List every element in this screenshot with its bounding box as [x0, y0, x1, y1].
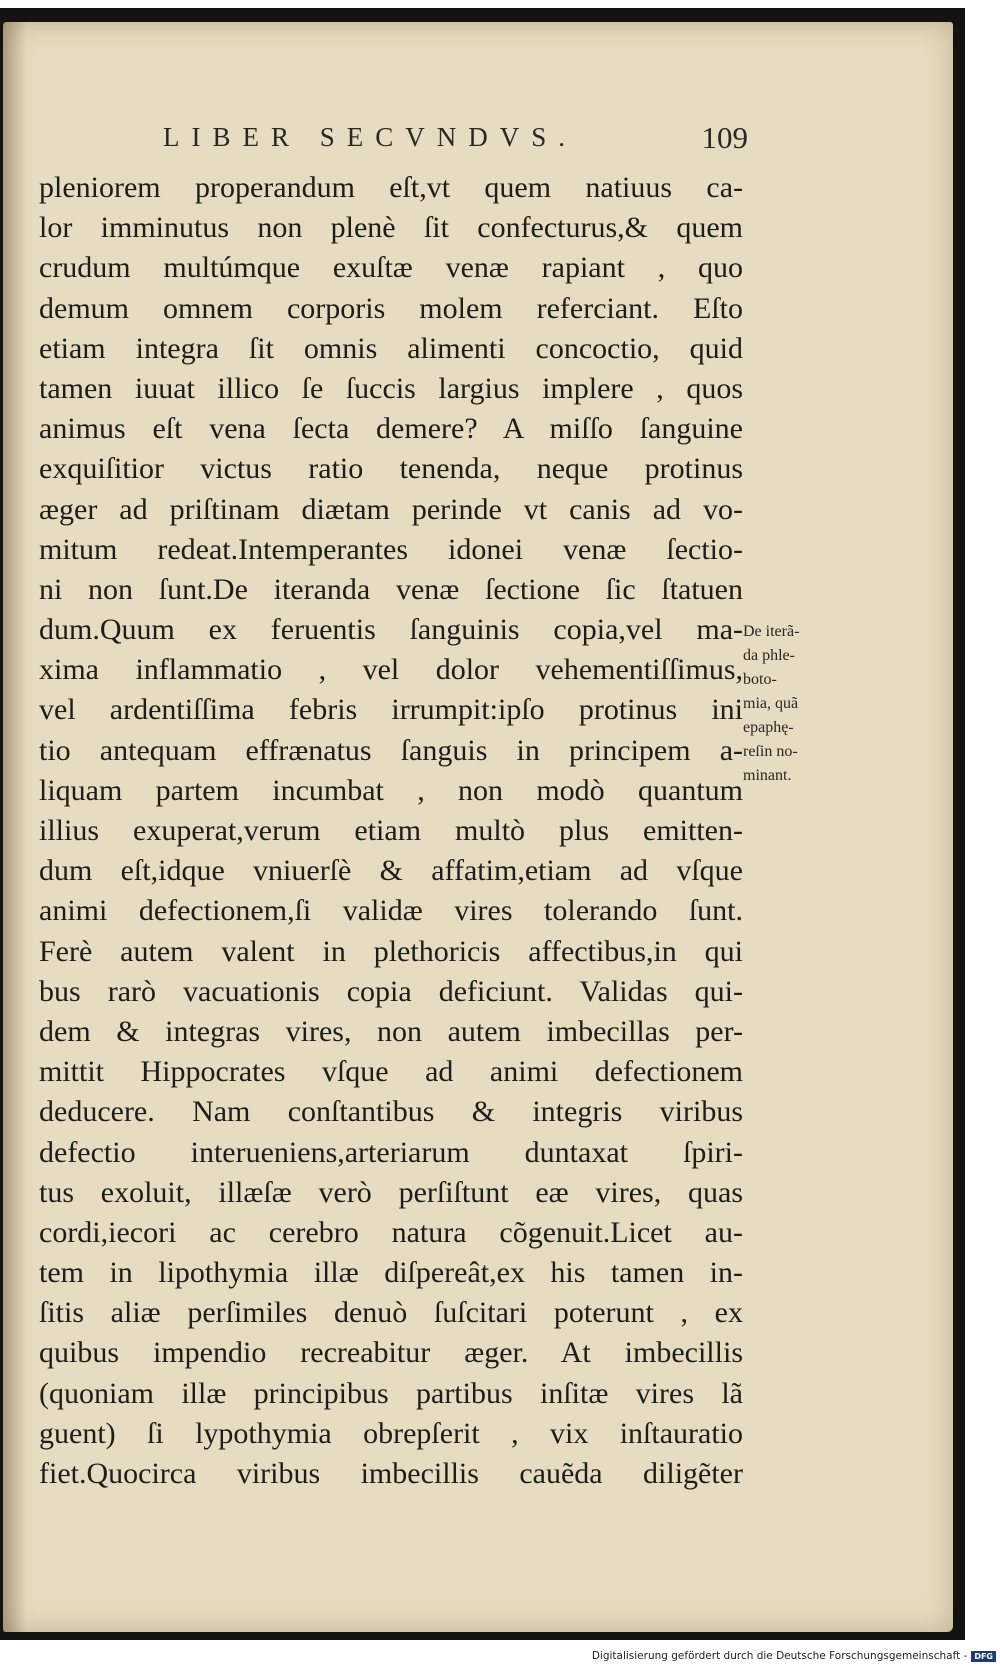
- text-line: exquiſitior victus ratio tenenda, neque protinus: [39, 452, 743, 486]
- text-line: cordi,iecori ac cerebro natura cõgenuit.Licet au-: [39, 1215, 743, 1249]
- dfg-logo: DFG: [971, 1651, 996, 1662]
- running-title: LIBER SECVNDVS.: [163, 122, 578, 152]
- folio-number: 109: [701, 120, 748, 155]
- marginal-note-line: boto-: [743, 671, 777, 688]
- text-line: dum eſt,idque vniuerſè & affatim,etiam ad vſque: [39, 854, 743, 888]
- marginal-note-line: reſin no-: [743, 743, 798, 760]
- marginal-note-line: da phle-: [743, 647, 795, 664]
- marginal-note-line: minant.: [743, 767, 792, 784]
- digitization-credit: [592, 1650, 996, 1662]
- credit-text: Digitalisierung gefördert durch die Deutsche Forschungsgemeinschaft -: [591, 1650, 968, 1662]
- text-line: mitum redeat.Intemperantes idonei venæ ſectio-: [39, 532, 743, 566]
- text-line: etiam integra ſit omnis alimenti concoctio, quid: [39, 331, 743, 365]
- text-line: deducere. Nam conſtantibus & integris viribus: [39, 1095, 743, 1129]
- text-line: tus exoluit, illæſæ verò perſiſtunt eæ vires, quas: [39, 1175, 743, 1209]
- text-line: guent) ſi lypothymia obrepſerit , vix inſtauratio: [39, 1416, 743, 1450]
- text-line: pleniorem properandum eſt,vt quem natiuus ca-: [39, 171, 743, 204]
- text-line: fiet.Quocirca viribus imbecillis cauẽda diligẽter: [39, 1457, 743, 1490]
- text-line: defectio interueniens,arteriarum duntaxat ſpiri-: [39, 1135, 743, 1169]
- marginal-note-line: epaphę-: [743, 719, 794, 736]
- book-page: [3, 22, 953, 1632]
- text-line: Ferè autem valent in plethoricis affectibus,in qui: [39, 934, 743, 968]
- text-line: ni non ſunt.De iteranda venæ ſectione ſic ſtatuen: [39, 572, 743, 606]
- text-line: ſitis aliæ perſimiles denuò ſuſcitari poterunt , ex: [39, 1296, 743, 1330]
- text-line: illius exuperat,verum etiam multò plus emitten-: [39, 814, 743, 847]
- text-line: demum omnem corporis molem referciant. Eſto: [39, 291, 743, 325]
- text-line: (quoniam illæ principibus partibus inſitæ vires lã: [39, 1376, 743, 1410]
- marginal-note: [743, 620, 839, 788]
- text-line: animus eſt vena ſecta demere? A miſſo ſanguine: [39, 412, 743, 446]
- text-line: dem & integras vires, non autem imbecillas per-: [39, 1014, 743, 1048]
- text-line: crudum multúmque exuſtæ venæ rapiant , quo: [39, 251, 743, 285]
- text-line: tio antequam effrænatus ſanguis in principem a-: [39, 733, 743, 767]
- body-text: [39, 168, 743, 1494]
- text-line: tamen iuuat illico ſe ſuccis largius implere , quos: [39, 371, 743, 405]
- text-line: animi defectionem,ſi validæ vires tolerando ſunt.: [39, 894, 743, 928]
- text-line: tem in lipothymia illæ diſpereât,ex his tamen in-: [39, 1256, 743, 1290]
- marginal-note-line: mia, quã: [743, 695, 799, 712]
- text-line: lor imminutus non plenè ſit confecturus,& quem: [39, 211, 743, 245]
- text-line: mittit Hippocrates vſque ad animi defectionem: [39, 1055, 743, 1089]
- text-line: bus rarò vacuationis copia deficiunt. Validas qui-: [39, 974, 743, 1008]
- text-line: æger ad priſtinam diætam perinde vt canis ad vo-: [39, 492, 743, 526]
- text-line: liquam partem incumbat , non modò quantum: [39, 773, 743, 807]
- text-line: xima inflammatio , vel dolor vehementiſſimus,: [39, 653, 743, 687]
- page-header: [163, 122, 748, 162]
- marginal-note-line: De iterã-: [743, 623, 800, 640]
- text-line: quibus impendio recreabitur æger. At imbecillis: [39, 1336, 743, 1370]
- text-line: dum.Quum ex feruentis ſanguinis copia,vel ma-: [39, 613, 743, 647]
- text-line: vel ardentiſſima febris irrumpit:ipſo protinus ini: [39, 693, 743, 727]
